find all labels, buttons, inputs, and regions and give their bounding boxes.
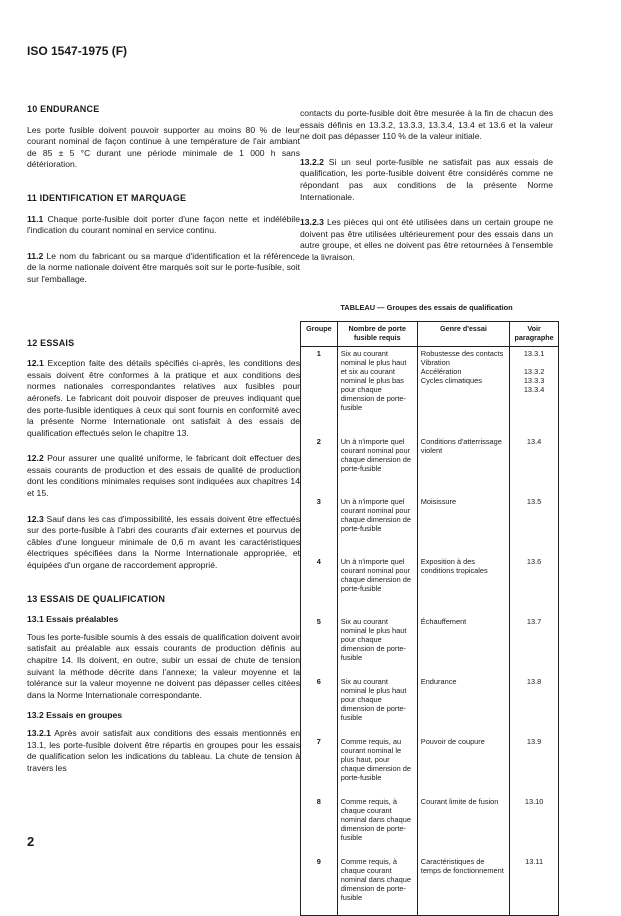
- col-header-genre: Genre d'essai: [417, 322, 509, 347]
- paragraph-11-2: 11.2 Le nom du fabricant ou sa marque d'identification et la référence de la norme nationale doivent être marqués soit sur le porte-fusible, soit sur l'emballage.: [27, 250, 300, 284]
- col-header-voir: Voir paragraphe: [510, 322, 559, 347]
- paragraph-12-1: 12.1 Exception faite des détails spécifiés ci-après, les conditions des essais doivent être conformes à la pratique et aux conditions des normes nationales correspondantes relatives aux fusibles pour aéronefs. Le fabricant doit pouvoir disposer de preuves indiquant que des porte-fusible identiques à ceux qui sont fournis en conformité avec la présente Norme Internationale ont satisfait à des essais de qualification effectués selon le chapitre 13.: [27, 358, 300, 438]
- cell-nombre: Six au courant nominal le plus haut pour chaque dimension de porte-fusible: [337, 615, 417, 675]
- section-13-1-title: 13.1 Essais préalables: [27, 614, 119, 625]
- cell-voir: 13.5: [510, 495, 559, 555]
- cell-nombre: Six au courant nominal le plus haut et six au courant nominal le plus bas pour chaque dimension de porte-fusible: [337, 347, 417, 436]
- table-row: [301, 735, 559, 795]
- cell-groupe: 6: [301, 675, 338, 735]
- cell-groupe: 1: [301, 347, 338, 436]
- cell-groupe: 4: [301, 555, 338, 615]
- paragraph-12-3: 12.3 Sauf dans les cas d'impossibilité, les essais doivent être effectués sur des porte-fusible à l'abri des courants d'air externes et pourvus de câbles d'une longueur minimale de 0,6 m avant les caractéristiques électriques spécifiées dans la Norme Internationale appropriée, et équipées d'un organe de raccordement approprié.: [27, 513, 300, 571]
- cell-genre: Échauffement: [417, 615, 509, 675]
- cell-genre: Endurance: [417, 675, 509, 735]
- cell-voir: 13.9: [510, 735, 559, 795]
- col-header-nombre: Nombre de porte fusible requis: [337, 322, 417, 347]
- paragraph-11-1: 11.1 Chaque porte-fusible doit porter d'une façon nette et indélébile l'indication du courant nominal en service continu.: [27, 213, 300, 236]
- continued-text: contacts du porte-fusible doit être mesurée à la fin de chacun des essais définis en 13.3.2, 13.3.3, 13.3.4, 13.4 et 13.6 et la valeur ne doit pas dépasser 110 % de la valeur initiale.: [300, 108, 553, 142]
- cell-voir: 13.7: [510, 615, 559, 675]
- paragraph-12-2: 12.2 Pour assurer une qualité uniforme, le fabricant doit effectuer des essais courants de production et des essais de qualité de production dont les conditions minimales requises sont indiquées aux chapitres 14 et 15.: [27, 453, 300, 499]
- page-number: 2: [27, 834, 35, 849]
- cell-genre: Robustesse des contacts Vibration Accélération Cycles climatiques: [417, 347, 509, 436]
- section-13-1-text: Tous les porte-fusible soumis à des essais de qualification doivent avoir satisfait au préalable aux essais courants de production définis au chapitre 14. Ils doivent, en outre, subir un essai de chute de tension suivant la méthode décrite dans l'annexe; la valeur moyenne et la tolérance sur la valeur moyenne ne doivent pas dépasser celles citées dans la Norme Internationale correspondante.: [27, 631, 300, 700]
- cell-voir: 13.3.1 13.3.2 13.3.3 13.3.4: [510, 347, 559, 436]
- cell-voir: 13.6: [510, 555, 559, 615]
- cell-groupe: 8: [301, 795, 338, 855]
- section-10-text: Les porte fusible doivent pouvoir supporter au moins 80 % de leur courant nominal de façon continue à une température de l'air ambiant de 85 ± 5 °C durant une période minimale de 1 000 h sans détérioration.: [27, 124, 300, 170]
- cell-genre: Caractéristiques de temps de fonctionnement: [417, 855, 509, 916]
- document-header: ISO 1547-1975 (F): [27, 44, 128, 58]
- cell-nombre: Comme requis, au courant nominal le plus haut, pour chaque dimension de porte-fusible: [337, 735, 417, 795]
- table-row: [301, 795, 559, 855]
- qualification-table: [300, 321, 559, 916]
- right-column: [300, 108, 553, 264]
- cell-genre: Pouvoir de coupure: [417, 735, 509, 795]
- cell-groupe: 9: [301, 855, 338, 916]
- left-column: [27, 104, 300, 774]
- cell-genre: Courant limite de fusion: [417, 795, 509, 855]
- table-row: [301, 555, 559, 615]
- cell-voir: 13.10: [510, 795, 559, 855]
- table-header-row: [301, 322, 559, 347]
- cell-voir: 13.8: [510, 675, 559, 735]
- cell-groupe: 3: [301, 495, 338, 555]
- section-11-title: 11 IDENTIFICATION ET MARQUAGE: [27, 192, 187, 203]
- cell-nombre: Six au courant nominal le plus haut pour chaque dimension de porte-fusible: [337, 675, 417, 735]
- cell-nombre: Comme requis, à chaque courant nominal dans chaque dimension de porte-fusible: [337, 855, 417, 916]
- section-10-title: 10 ENDURANCE: [27, 104, 100, 114]
- cell-voir: 13.11: [510, 855, 559, 916]
- cell-voir: 13.4: [510, 435, 559, 495]
- cell-nombre: Comme requis, à chaque courant nominal dans chaque dimension de porte-fusible: [337, 795, 417, 855]
- cell-nombre: Un à n'importe quel courant nominal pour chaque dimension de porte-fusible: [337, 495, 417, 555]
- table-caption: TABLEAU — Groupes des essais de qualification: [340, 303, 513, 312]
- table-row: [301, 435, 559, 495]
- section-13-title: 13 ESSAIS DE QUALIFICATION: [27, 593, 166, 604]
- cell-nombre: Un à n'importe quel courant nominal pour chaque dimension de porte-fusible: [337, 555, 417, 615]
- cell-genre: Moisissure: [417, 495, 509, 555]
- table-row: [301, 855, 559, 916]
- table-row: [301, 615, 559, 675]
- cell-groupe: 2: [301, 435, 338, 495]
- section-12-title: 12 ESSAIS: [27, 337, 75, 348]
- section-13-2-title: 13.2 Essais en groupes: [27, 710, 123, 721]
- cell-groupe: 7: [301, 735, 338, 795]
- cell-genre: Exposition à des conditions tropicales: [417, 555, 509, 615]
- table-row: [301, 495, 559, 555]
- cell-groupe: 5: [301, 615, 338, 675]
- cell-genre: Conditions d'atterrissage violent: [417, 435, 509, 495]
- table-row: [301, 347, 559, 436]
- table-row: [301, 675, 559, 735]
- paragraph-13-2-3: 13.2.3 Les pièces qui ont été utilisées dans un certain groupe ne doivent pas être utilisées ultérieurement pour des essais dans un autre groupe, et elles ne doivent pas être retournées à l'ensemble de la livraison.: [300, 217, 553, 262]
- col-header-groupe: Groupe: [301, 322, 338, 347]
- cell-nombre: Un à n'importe quel courant nominal pour chaque dimension de porte-fusible: [337, 435, 417, 495]
- paragraph-13-2-1: 13.2.1 Après avoir satisfait aux conditions des essais mentionnés en 13.1, les porte-fusible doivent être répartis en groupes pour les essais de qualification selon les indications du tableau. La chute de tension à travers les: [27, 727, 300, 773]
- paragraph-13-2-2: 13.2.2 Si un seul porte-fusible ne satisfait pas aux essais de qualification, les porte-fusible doivent être considérés comme ne répondant pas aux conditions de la présente Norme Internationale.: [300, 156, 553, 202]
